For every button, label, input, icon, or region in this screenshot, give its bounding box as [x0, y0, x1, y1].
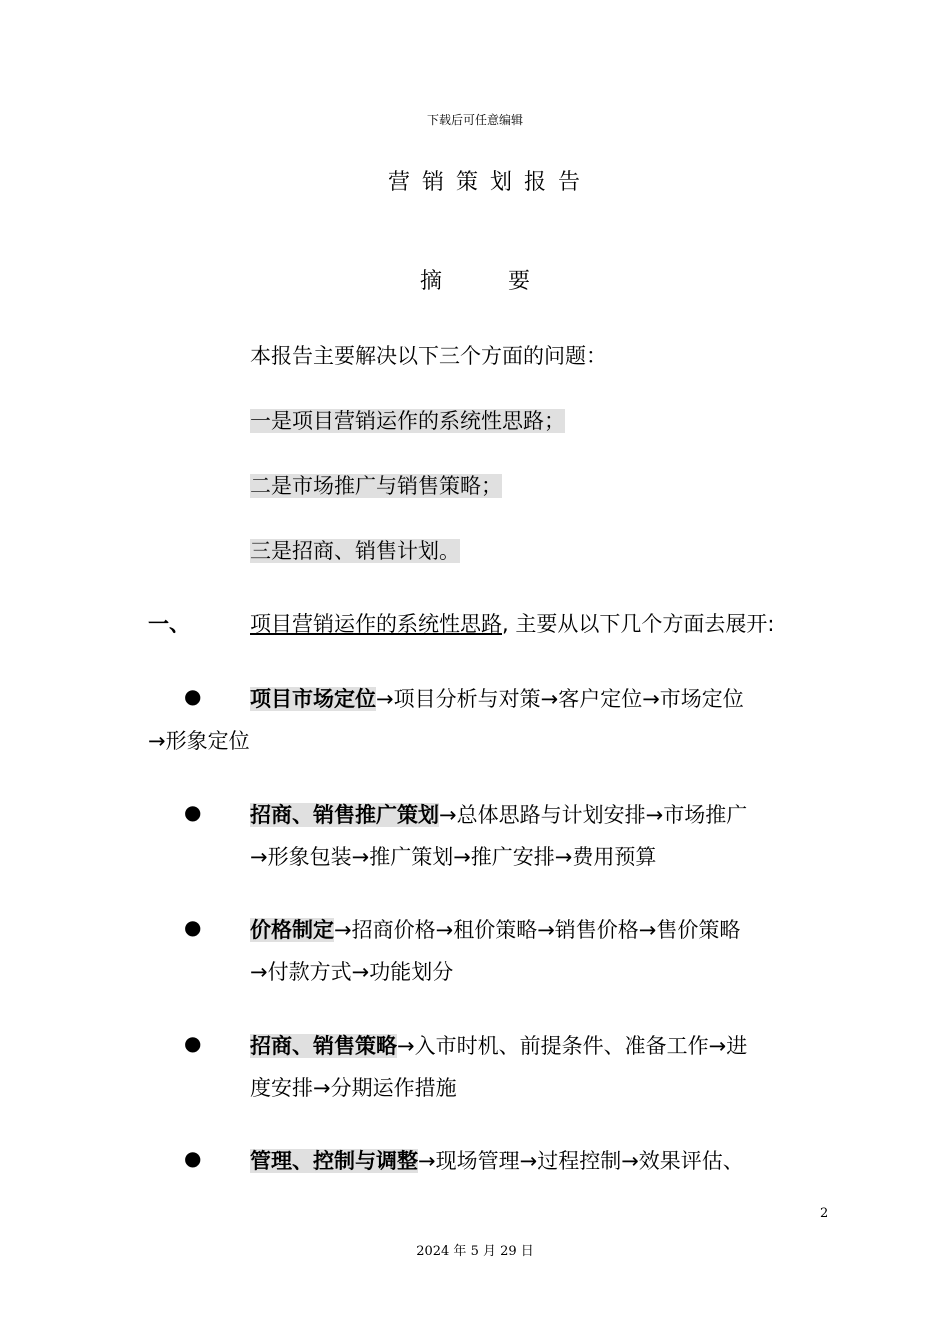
bullet-text: →现场管理→过程控制→效果评估、 — [418, 1149, 744, 1173]
header-note: 下载后可任意编辑 — [426, 113, 523, 127]
section-heading — [250, 608, 774, 638]
bullet-label: 招商、销售策略 — [250, 1034, 397, 1058]
bullet-text: →总体思路与计划安排→市场推广 — [439, 803, 748, 827]
bullet-item-4-line2: 度安排→分期运作措施 — [250, 1076, 457, 1100]
bullet-item-2-line1 — [250, 799, 747, 829]
bullet-item-2-line2: →形象包装→推广策划→推广安排→费用预算 — [250, 845, 657, 869]
bullet-text: →入市时机、前提条件、准备工作→进 — [397, 1034, 748, 1058]
bullet-text: →招商价格→租价策略→销售价格→售价策略 — [334, 918, 741, 942]
abstract-point-text: 一是项目营销运作的系统性思路； — [250, 409, 565, 433]
abstract-heading — [0, 264, 950, 295]
document-title: 营销策划报告 — [387, 170, 592, 195]
bullet-label: 管理、控制与调整 — [250, 1149, 418, 1173]
bullet-marker: ● — [184, 800, 202, 824]
bullet-item-3-line2: →付款方式→功能划分 — [250, 960, 454, 984]
bullet-marker: ● — [184, 1031, 202, 1055]
bullet-item-4-line1 — [250, 1030, 747, 1060]
page-number: 2 — [820, 1206, 829, 1221]
bullet-text: →项目分析与对策→客户定位→市场定位 — [376, 687, 744, 711]
section-heading-underlined: 项目营销运作的系统性思路 — [250, 612, 502, 636]
footer-date: 2024 年 5 月 29 日 — [416, 1244, 534, 1259]
abstract-point-1 — [250, 405, 565, 435]
bullet-label: 项目市场定位 — [250, 687, 376, 711]
abstract-heading-left: 摘 — [419, 269, 442, 294]
bullet-item-3-line1 — [250, 914, 740, 944]
abstract-point-text: 二是市场推广与销售策略； — [250, 474, 502, 498]
bullet-label: 招商、销售推广策划 — [250, 803, 439, 827]
abstract-point-3 — [250, 535, 473, 565]
bullet-marker: ● — [184, 1146, 202, 1170]
section-heading-rest: , 主要从以下几个方面去展开: — [502, 612, 775, 636]
abstract-point-2 — [250, 470, 502, 500]
bullet-item-1-line2: →形象定位 — [148, 729, 250, 753]
bullet-item-5-line1 — [250, 1145, 744, 1175]
abstract-intro: 本报告主要解决以下三个方面的问题： — [250, 344, 607, 368]
abstract-point-text: 三是招商、销售计划。 — [250, 539, 460, 563]
bullet-item-1-line1 — [250, 683, 744, 713]
section-number: 一、 — [148, 612, 190, 636]
abstract-heading-right: 要 — [508, 269, 531, 294]
bullet-marker: ● — [184, 915, 202, 939]
bullet-label: 价格制定 — [250, 918, 334, 942]
bullet-marker: ● — [184, 684, 202, 708]
